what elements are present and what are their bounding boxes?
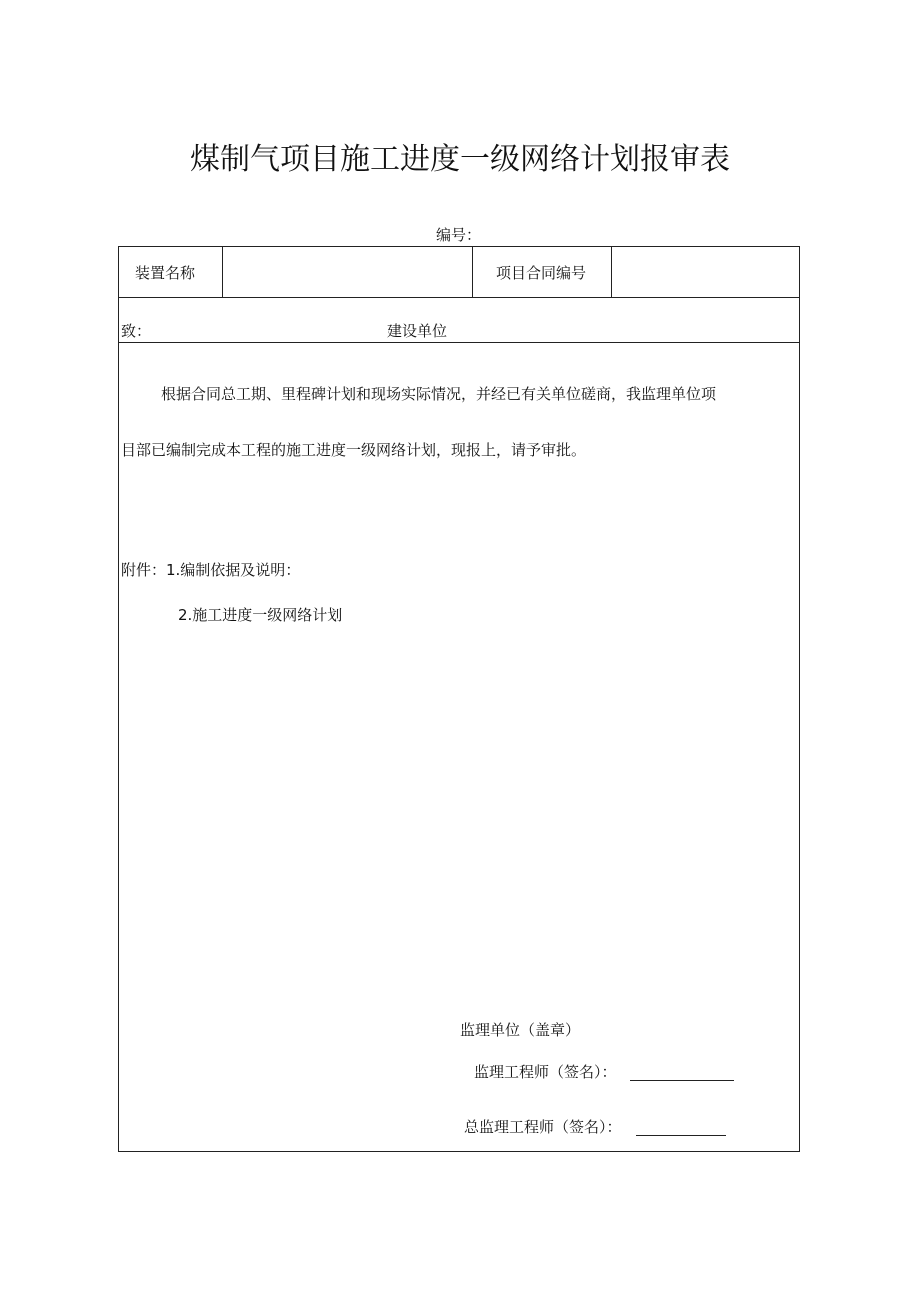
divider bbox=[222, 246, 223, 298]
divider bbox=[611, 246, 612, 298]
chief-engineer-signature-line[interactable] bbox=[636, 1135, 726, 1136]
chief-engineer-signature-label: 总监理工程师（签名）： bbox=[464, 1118, 622, 1136]
body-text-line-2: 目部已编制完成本工程的施工进度一级网络计划，现报上，请予审批。 bbox=[121, 441, 587, 459]
header-row bbox=[118, 246, 800, 298]
document-number-label: 编号： bbox=[436, 226, 482, 244]
engineer-signature-label: 监理工程师（签名）： bbox=[474, 1063, 617, 1081]
recipient-name: 建设单位 bbox=[387, 322, 448, 340]
supervision-unit-seal-label: 监理单位（盖章） bbox=[460, 1021, 581, 1039]
contract-number-label: 项目合同编号 bbox=[496, 264, 587, 282]
divider bbox=[118, 342, 800, 343]
body-text-line-1: 根据合同总工期、里程碑计划和现场实际情况，并经已有关单位磋商，我监理单位项 bbox=[161, 385, 717, 403]
device-name-label: 装置名称 bbox=[135, 264, 196, 282]
document-title: 煤制气项目施工进度一级网络计划报审表 bbox=[190, 142, 730, 177]
divider bbox=[472, 246, 473, 298]
attachment-item-1: 附件：1.编制依据及说明： bbox=[121, 561, 301, 579]
to-label: 致： bbox=[121, 322, 152, 340]
attachment-item-2: 2.施工进度一级网络计划 bbox=[178, 606, 343, 624]
engineer-signature-line[interactable] bbox=[630, 1080, 734, 1081]
form-table bbox=[118, 246, 800, 1152]
